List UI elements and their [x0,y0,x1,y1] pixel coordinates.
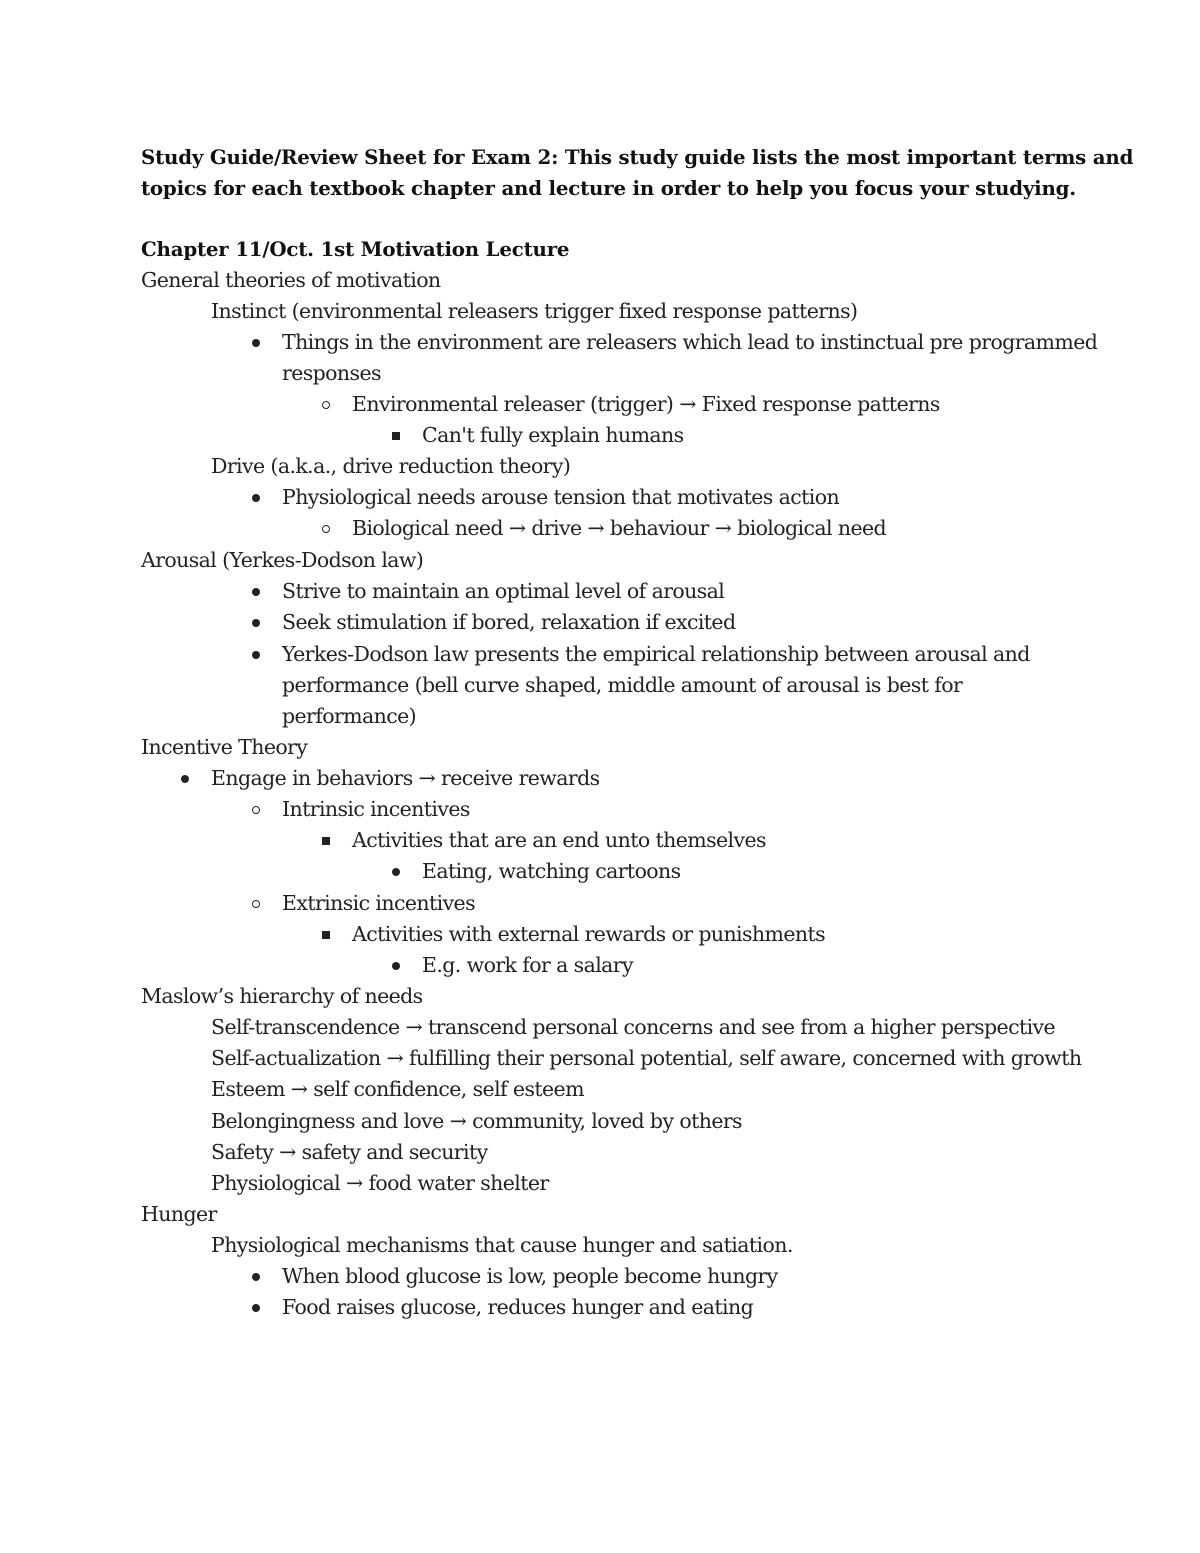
bullet-dot-icon [392,962,400,970]
bullet-circle-icon [322,401,330,409]
outline-line: Activities with external rewards or punishments [352,922,826,946]
outline-line: Food raises glucose, reduces hunger and eating [282,1295,754,1319]
bullet-dot-icon [181,775,189,783]
outline-line: Physiological needs arouse tension that motivates action [282,485,840,509]
outline-line: Arousal (Yerkes-Dodson law) [141,548,424,572]
outline-line: Hunger [141,1202,217,1226]
outline-line: responses [282,361,381,385]
bullet-dot-icon [252,619,260,627]
outline-line: Engage in behaviors → receive rewards [211,766,600,790]
bullet-square-icon [322,837,330,845]
bullet-circle-icon [322,525,330,533]
outline-line: When blood glucose is low, people become hungry [282,1264,778,1288]
outline-line: Things in the environment are releasers which lead to instinctual pre programmed [282,330,1098,354]
outline-line: Self-actualization → fulfilling their personal potential, self aware, concerned with growth [211,1046,1082,1070]
outline-line: performance (bell curve shaped, middle amount of arousal is best for [282,673,963,697]
outline-line: Intrinsic incentives [282,797,470,821]
outline-line: Eating, watching cartoons [422,859,681,883]
outline-line: Maslow’s hierarchy of needs [141,984,423,1008]
outline-line: Seek stimulation if bored, relaxation if excited [282,610,736,634]
bullet-dot-icon [252,588,260,596]
bullet-square-icon [392,432,400,440]
outline-line: Activities that are an end unto themselves [352,828,766,852]
chapter-title: Chapter 11/Oct. 1st Motivation Lecture [141,237,570,261]
bullet-dot-icon [252,651,260,659]
outline-line: Self-transcendence → transcend personal concerns and see from a higher perspective [211,1015,1056,1039]
outline-line: Physiological → food water shelter [211,1171,549,1195]
outline-line: Safety → safety and security [211,1140,488,1164]
header-line-1: Study Guide/Review Sheet for Exam 2: This study guide lists the most important terms and [141,145,1134,169]
bullet-dot-icon [252,1304,260,1312]
header-line-2: topics for each textbook chapter and lecture in order to help you focus your studying. [141,176,1076,200]
outline-line: Yerkes-Dodson law presents the empirical relationship between arousal and [282,642,1030,666]
outline-line: Can't fully explain humans [422,423,684,447]
outline-line: performance) [282,704,417,728]
outline-line: Instinct (environmental releasers trigger fixed response patterns) [211,299,858,323]
outline-line: General theories of motivation [141,268,441,292]
bullet-dot-icon [252,339,260,347]
outline-line: Physiological mechanisms that cause hunger and satiation. [211,1233,793,1257]
outline-line: Drive (a.k.a., drive reduction theory) [211,454,571,478]
outline-line: E.g. work for a salary [422,953,633,977]
outline-line: Extrinsic incentives [282,891,476,915]
outline-line: Strive to maintain an optimal level of arousal [282,579,725,603]
outline-line: Environmental releaser (trigger) → Fixed response patterns [352,392,940,416]
bullet-circle-icon [252,900,260,908]
bullet-circle-icon [252,806,260,814]
outline-line: Incentive Theory [141,735,308,759]
outline-line: Biological need → drive → behaviour → biological need [352,516,887,540]
bullet-dot-icon [392,868,400,876]
bullet-square-icon [322,931,330,939]
bullet-dot-icon [252,494,260,502]
bullet-dot-icon [252,1273,260,1281]
outline-line: Esteem → self confidence, self esteem [211,1077,584,1101]
outline-line: Belongingness and love → community, loved by others [211,1109,742,1133]
